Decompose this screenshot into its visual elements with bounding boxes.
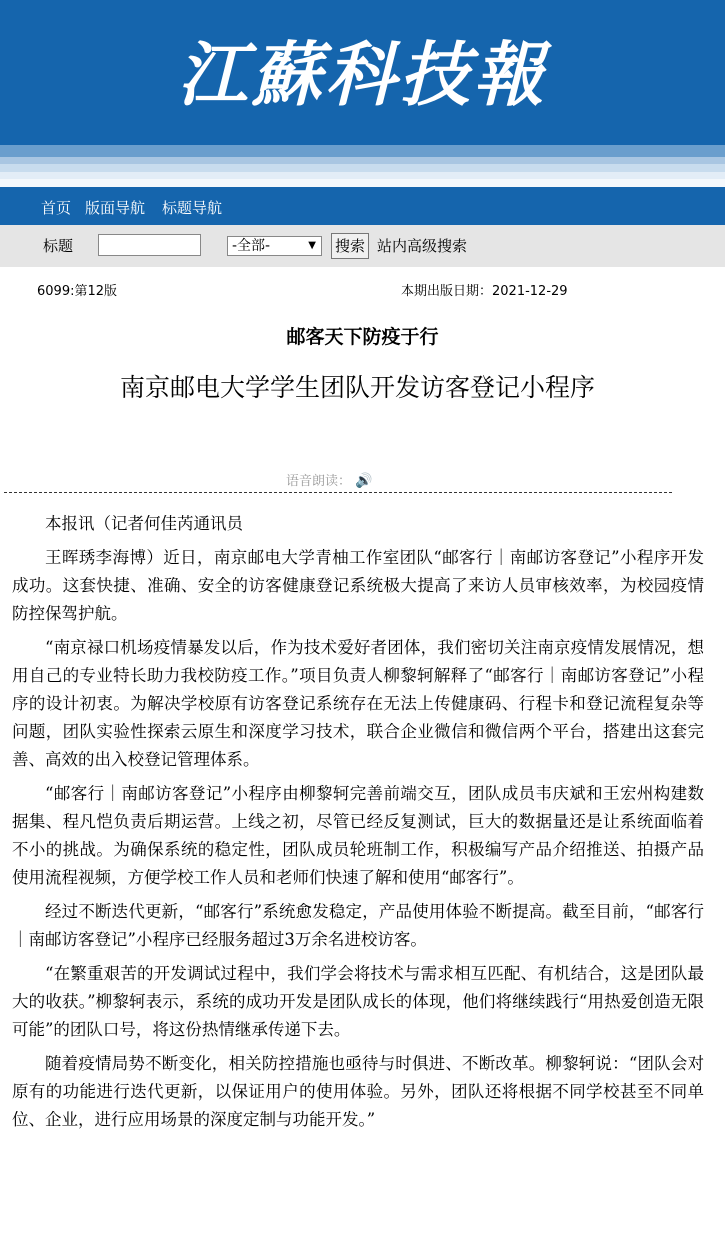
- article-headline: 南京邮电大学学生团队开发访客登记小程序: [119, 373, 595, 402]
- publish-date: 本期出版日期：2021-12-29: [401, 284, 568, 299]
- article-paragraph: 本报讯（记者何佳芮通讯员: [45, 514, 243, 533]
- speaker-icon[interactable]: 🔊: [355, 473, 373, 489]
- search-input[interactable]: [98, 234, 201, 256]
- article-paragraph: 经过不断迭代更新，“邮客行”系统愈发稳定，产品使用体验不断提高。截至目前，“邮客行｜南邮访客登记”小程序已经服务超过3万余名进校访客。: [12, 902, 704, 949]
- article-paragraph: “邮客行｜南邮访客登记”小程序由柳黎轲完善前端交互，团队成员韦庆斌和王宏州构建数据集、程凡恺负责后期运营。上线之初，尽管已经反复测试，巨大的数据量还是让系统面临着不小的挑战。为确保系统的稳定性，团队成员轮班制工作，积极编写产品介绍推送、拍摄产品使用流程视频，方便学校工作人员和老师们快速了解和使用“邮客行”。: [12, 784, 704, 887]
- audio-read-label: 语音朗读：: [286, 474, 352, 489]
- nav-titles-link[interactable]: 标题导航: [162, 199, 223, 217]
- divider: [4, 492, 672, 493]
- article-paragraph: 随着疫情局势不断变化，相关防控措施也亟待与时俱进、不断改革。柳黎轲说：“团队会对原有的功能进行迭代更新，以保证用户的使用体验。另外，团队还将根据不同学校甚至不同单位、企业，进行应用场景的深度定制与功能开发。”: [12, 1054, 704, 1129]
- search-scope-value: -全部-: [232, 238, 271, 254]
- audio-read-control[interactable]: [286, 470, 373, 489]
- masthead-logo: 江蘇科技報: [177, 33, 548, 116]
- article-body: [12, 510, 704, 1140]
- dropdown-arrow-icon: ▼: [308, 240, 316, 251]
- masthead: [0, 0, 725, 145]
- nav-home-link[interactable]: 首页: [41, 199, 72, 217]
- search-label: 标题: [43, 237, 74, 255]
- search-button[interactable]: 搜索: [331, 233, 369, 259]
- advanced-search-link[interactable]: 站内高级搜索: [377, 237, 468, 255]
- article-paragraph: “在繁重艰苦的开发调试过程中，我们学会将技术与需求相互匹配、有机结合，这是团队最大的收获。”柳黎轲表示，系统的成功开发是团队成长的体现，他们将继续践行“用热爱创造无限可能”的团队口号，将这份热情继承传递下去。: [12, 964, 704, 1039]
- masthead-stripes: [0, 145, 725, 187]
- article-paragraph: 王晖琇李海博）近日，南京邮电大学青柚工作室团队“邮客行｜南邮访客登记”小程序开发成功。这套快捷、准确、安全的访客健康登记系统极大提高了来访人员审核效率，为校园疫情防控保驾护航。: [12, 548, 704, 623]
- edition-label: 6099:第12版: [37, 284, 118, 299]
- nav-bar: [0, 187, 725, 225]
- article-kicker: 邮客天下防疫于行: [286, 326, 439, 348]
- search-scope-select[interactable]: [227, 236, 322, 256]
- search-bar: [0, 225, 725, 267]
- article-paragraph: “南京禄口机场疫情暴发以后，作为技术爱好者团体，我们密切关注南京疫情发展情况，想用自己的专业特长助力我校防疫工作。”项目负责人柳黎轲解释了“邮客行｜南邮访客登记”小程序的设计初衷。为解决学校原有访客登记系统存在无法上传健康码、行程卡和登记流程复杂等问题，团队实验性探索云原生和深度学习技术，联合企业微信和微信两个平台，搭建出这套完善、高效的出入校登记管理体系。: [12, 638, 704, 769]
- nav-layout-link[interactable]: 版面导航: [85, 199, 146, 217]
